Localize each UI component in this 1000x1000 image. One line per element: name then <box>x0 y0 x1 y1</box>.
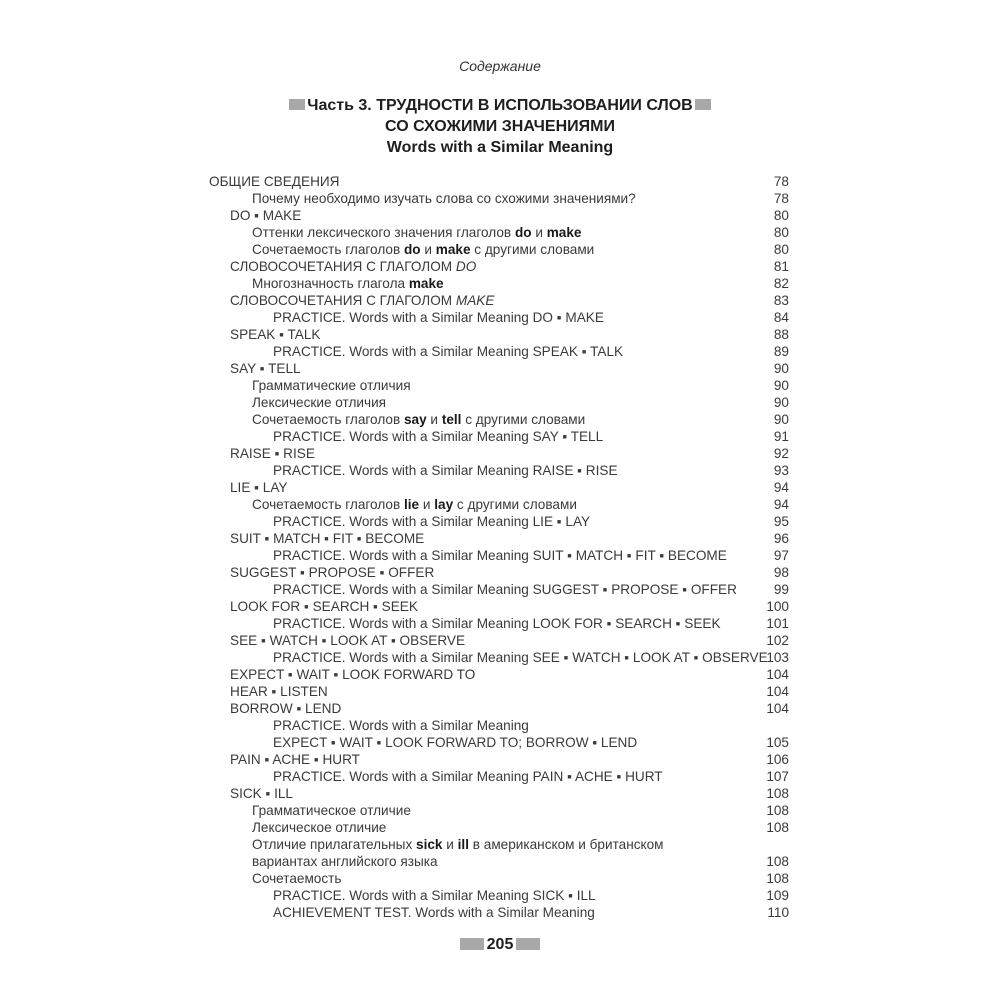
toc-text-part: SUIT ▪ MATCH ▪ FIT ▪ BECOME <box>230 531 425 546</box>
toc-text-part: PRACTICE. Words with a Similar Meaning LIE ▪ LAY <box>273 514 591 529</box>
toc-entry-title <box>209 649 789 666</box>
toc-text-part: и <box>442 837 458 852</box>
toc-entry-line <box>273 717 739 734</box>
toc-entry[interactable] <box>209 428 789 445</box>
toc-entry-page: 105 <box>766 735 789 750</box>
toc-text-part: LOOK FOR ▪ SEARCH ▪ SEEK <box>230 599 418 614</box>
page-number-text: 205 <box>486 936 514 953</box>
toc-entry-title <box>209 241 789 258</box>
toc-text-part: SPEAK ▪ TALK <box>230 327 321 342</box>
toc-entry[interactable] <box>209 683 789 700</box>
toc-entry[interactable] <box>209 207 789 224</box>
toc-text-part: Сочетаемость глаголов <box>252 412 404 427</box>
toc-text-part: MAKE <box>455 293 495 308</box>
toc-entry-page: 108 <box>766 786 789 801</box>
toc-entry[interactable] <box>209 581 789 598</box>
toc-entry-page: 80 <box>773 242 789 257</box>
toc-entry-title <box>209 904 789 921</box>
toc-entry-page: 107 <box>766 769 789 784</box>
toc-entry-title <box>209 292 789 309</box>
toc-text-part: PRACTICE. Words with a Similar Meaning RAISE ▪ RISE <box>273 463 618 478</box>
toc-entry-page: 101 <box>766 616 789 631</box>
toc-entry[interactable] <box>209 751 789 768</box>
toc-entry-page: 99 <box>773 582 789 597</box>
toc-entry-page: 78 <box>773 191 789 206</box>
toc-keyword: sick <box>416 837 443 852</box>
toc-entry-title <box>209 309 789 326</box>
toc-text-part: PRACTICE. Words with a Similar Meaning SUIT ▪ MATCH ▪ FIT ▪ BECOME <box>273 548 727 563</box>
toc-text-part: PRACTICE. Words with a Similar Meaning SAY ▪ TELL <box>273 429 604 444</box>
toc-keyword: lie <box>403 497 420 512</box>
toc-text-part: и <box>531 225 547 240</box>
toc-text-part: с другими словами <box>461 412 586 427</box>
toc-entry-title <box>209 377 789 394</box>
toc-text-part: SUGGEST ▪ PROPOSE ▪ OFFER <box>230 565 435 580</box>
toc-entry[interactable] <box>209 292 789 309</box>
toc-text-part: Сочетаемость <box>252 871 342 886</box>
toc-entry-page: 90 <box>773 361 789 376</box>
toc-entry[interactable] <box>209 479 789 496</box>
toc-entry-page: 91 <box>773 429 789 444</box>
toc-entry-page: 106 <box>766 752 789 767</box>
toc-entry-page: 96 <box>773 531 789 546</box>
toc-text-part: PAIN ▪ ACHE ▪ HURT <box>230 752 360 767</box>
toc-entry-page: 95 <box>773 514 789 529</box>
toc-entry[interactable] <box>209 513 789 530</box>
toc-entry-title <box>209 887 789 904</box>
toc-text-part: и <box>420 242 436 257</box>
toc-entry[interactable] <box>209 377 789 394</box>
running-header: Содержание <box>459 58 541 74</box>
toc-entry-line <box>273 734 739 751</box>
toc-text-part: PRACTICE. Words with a Similar Meaning DO ▪ MAKE <box>273 310 604 325</box>
part-title <box>0 95 1000 158</box>
toc-entry-page: 90 <box>773 378 789 393</box>
toc-entry-page: 109 <box>766 888 789 903</box>
toc-entry-page: 108 <box>766 820 789 835</box>
part-title-line-2: СО СХОЖИМИ ЗНАЧЕНИЯМИ <box>385 118 615 135</box>
toc-entry[interactable] <box>209 547 789 564</box>
toc-entry-title <box>209 224 789 241</box>
toc-entry-page: 80 <box>773 225 789 240</box>
toc-text-part: PRACTICE. Words with a Similar Meaning SICK ▪ ILL <box>273 888 596 903</box>
toc-keyword: tell <box>441 412 462 427</box>
toc-entry-title <box>209 768 789 785</box>
toc-entry[interactable] <box>209 836 789 870</box>
toc-text-part: PRACTICE. Words with a Similar Meaning SUGGEST ▪ PROPOSE ▪ OFFER <box>273 582 737 597</box>
toc-text-part: Почему необходимо изучать слова со схожими значениями? <box>252 191 636 206</box>
toc-entry-title <box>209 598 789 615</box>
toc-entry[interactable] <box>209 411 789 428</box>
toc-entry-title <box>209 785 789 802</box>
toc-keyword: make <box>546 225 582 240</box>
toc-text-part: EXPECT ▪ WAIT ▪ LOOK FORWARD TO <box>230 667 476 682</box>
toc-entry[interactable] <box>209 632 789 649</box>
toc-entry[interactable] <box>209 700 789 717</box>
toc-text-part: PRACTICE. Words with a Similar Meaning <box>273 718 529 733</box>
toc-entry-line <box>252 853 739 870</box>
page-number <box>0 936 1000 954</box>
toc-entry-page: 94 <box>773 480 789 495</box>
part-title-text-1: Часть 3. ТРУДНОСТИ В ИСПОЛЬЗОВАНИИ СЛОВ <box>307 97 693 114</box>
toc-entry-title <box>209 462 789 479</box>
part-subtitle: Words with a Similar Meaning <box>386 139 614 156</box>
toc-entry-title <box>209 275 789 292</box>
toc-entry-title <box>209 615 789 632</box>
toc-entry[interactable] <box>209 343 789 360</box>
toc-text-part: Лексическое отличие <box>252 820 387 835</box>
toc-entry-page: 100 <box>766 599 789 614</box>
toc-entry[interactable] <box>209 598 789 615</box>
toc-entry-title <box>209 802 789 819</box>
toc-entry-title <box>209 547 789 564</box>
toc-entry-title <box>209 360 789 377</box>
toc-entry[interactable] <box>209 309 789 326</box>
toc-entry[interactable] <box>209 173 789 190</box>
toc-entry-page: 103 <box>766 650 789 665</box>
table-of-contents <box>209 173 789 921</box>
toc-entry-page: 108 <box>766 854 789 869</box>
toc-text-part: Оттенки лексического значения глаголов <box>252 225 515 240</box>
toc-text-part: HEAR ▪ LISTEN <box>230 684 328 699</box>
toc-text-part: RAISE ▪ RISE <box>230 446 315 461</box>
toc-entry-page: 108 <box>766 803 789 818</box>
toc-entry-page: 83 <box>773 293 789 308</box>
toc-entry-title <box>209 530 789 547</box>
toc-entry[interactable] <box>209 887 789 904</box>
toc-text-part: и <box>419 497 435 512</box>
toc-entry[interactable] <box>209 768 789 785</box>
toc-entry-page: 80 <box>773 208 789 223</box>
toc-entry-page: 89 <box>773 344 789 359</box>
toc-text-part: Грамматическое отличие <box>252 803 411 818</box>
toc-text-part: ОБЩИЕ СВЕДЕНИЯ <box>209 174 340 189</box>
toc-entry-title <box>209 326 789 343</box>
toc-text-part: с другими словами <box>470 242 595 257</box>
toc-entry-page: 92 <box>773 446 789 461</box>
toc-entry-title <box>209 207 789 224</box>
toc-entry[interactable] <box>209 360 789 377</box>
toc-entry-page: 104 <box>766 684 789 699</box>
toc-text-part: PRACTICE. Words with a Similar Meaning SEE ▪ WATCH ▪ LOOK AT ▪ OBSERVE <box>273 650 768 665</box>
part-title-line-1 <box>0 95 1000 116</box>
toc-text-part: СЛОВОСОЧЕТАНИЯ С ГЛАГОЛОМ <box>230 293 456 308</box>
toc-text-part: с другими словами <box>453 497 577 512</box>
toc-entry-title <box>209 513 789 530</box>
toc-entry-page: 102 <box>766 633 789 648</box>
toc-text-part: вариантах английского языка <box>252 854 438 869</box>
toc-keyword: make <box>408 276 444 291</box>
toc-entry-title <box>209 717 789 751</box>
toc-entry[interactable] <box>209 904 789 921</box>
toc-entry[interactable] <box>209 564 789 581</box>
toc-keyword: say <box>403 412 427 427</box>
toc-entry[interactable] <box>209 819 789 836</box>
toc-entry-title <box>209 479 789 496</box>
toc-entry-page: 98 <box>773 565 789 580</box>
toc-entry-title <box>209 700 789 717</box>
toc-entry-title <box>209 632 789 649</box>
toc-entry-title <box>209 581 789 598</box>
toc-entry[interactable] <box>209 496 789 513</box>
toc-text-part: Грамматические отличия <box>252 378 411 393</box>
toc-keyword: ill <box>457 837 469 852</box>
toc-text-part: EXPECT ▪ WAIT ▪ LOOK FORWARD TO; BORROW ▪ LEND <box>273 735 638 750</box>
toc-entry[interactable] <box>209 870 789 887</box>
toc-entry[interactable] <box>209 326 789 343</box>
toc-keyword: make <box>435 242 471 257</box>
toc-text-part: в американском и британском <box>468 837 664 852</box>
toc-entry[interactable] <box>209 785 789 802</box>
toc-entry-page: 78 <box>773 174 789 189</box>
toc-text-part: SEE ▪ WATCH ▪ LOOK AT ▪ OBSERVE <box>230 633 466 648</box>
toc-entry-page: 94 <box>773 497 789 512</box>
toc-entry-title <box>209 394 789 411</box>
toc-entry-title <box>209 819 789 836</box>
toc-keyword: lay <box>434 497 454 512</box>
toc-entry[interactable] <box>209 462 789 479</box>
toc-entry[interactable] <box>209 649 789 666</box>
toc-entry-page: 88 <box>773 327 789 342</box>
toc-entry-page: 81 <box>773 259 789 274</box>
toc-entry[interactable] <box>209 717 789 751</box>
toc-entry-page: 104 <box>766 667 789 682</box>
toc-entry[interactable] <box>209 615 789 632</box>
toc-text-part: PRACTICE. Words with a Similar Meaning LOOK FOR ▪ SEARCH ▪ SEEK <box>273 616 721 631</box>
toc-entry-page: 82 <box>773 276 789 291</box>
toc-text-part: Отличие прилагательных <box>252 837 417 852</box>
toc-entry-page: 90 <box>773 412 789 427</box>
toc-entry-title <box>209 751 789 768</box>
toc-entry-line <box>252 836 739 853</box>
toc-entry-title <box>209 836 789 870</box>
toc-text-part: DO <box>455 259 477 274</box>
toc-entry-page: 110 <box>767 905 789 920</box>
toc-entry-title <box>209 445 789 462</box>
toc-text-part: DO ▪ MAKE <box>230 208 302 223</box>
toc-entry[interactable] <box>209 445 789 462</box>
gray-bar-icon <box>289 99 305 110</box>
toc-entry-page: 84 <box>773 310 789 325</box>
toc-entry-page: 104 <box>766 701 789 716</box>
gray-bar-icon <box>695 99 711 110</box>
toc-entry-page: 93 <box>773 463 789 478</box>
toc-entry-title <box>209 173 789 190</box>
toc-text-part: Многозначность глагола <box>252 276 409 291</box>
toc-entry-title <box>209 666 789 683</box>
toc-entry-title <box>209 683 789 700</box>
toc-text-part: СЛОВОСОЧЕТАНИЯ С ГЛАГОЛОМ <box>230 259 456 274</box>
toc-entry-page: 97 <box>773 548 789 563</box>
toc-keyword: do <box>514 225 532 240</box>
toc-text-part: PRACTICE. Words with a Similar Meaning PAIN ▪ ACHE ▪ HURT <box>273 769 663 784</box>
toc-entry-page: 90 <box>773 395 789 410</box>
toc-entry-title <box>209 411 789 428</box>
toc-entry-title <box>209 190 789 207</box>
toc-text-part: Сочетаемость глаголов <box>252 242 404 257</box>
toc-entry-title <box>209 428 789 445</box>
toc-entry-title <box>209 870 789 887</box>
toc-text-part: Сочетаемость глаголов <box>252 497 404 512</box>
toc-text-part: LIE ▪ LAY <box>230 480 288 495</box>
toc-keyword: do <box>403 242 421 257</box>
toc-entry[interactable] <box>209 666 789 683</box>
toc-entry-title <box>209 496 789 513</box>
toc-entry-title <box>209 343 789 360</box>
toc-entry[interactable] <box>209 530 789 547</box>
toc-entry[interactable] <box>209 394 789 411</box>
toc-entry-page: 108 <box>766 871 789 886</box>
toc-text-part: ACHIEVEMENT TEST. Words with a Similar Meaning <box>273 905 595 920</box>
toc-entry[interactable] <box>209 802 789 819</box>
toc-text-part: PRACTICE. Words with a Similar Meaning SPEAK ▪ TALK <box>273 344 624 359</box>
toc-entry[interactable] <box>209 190 789 207</box>
toc-entry[interactable] <box>209 241 789 258</box>
gray-bar-icon <box>516 938 540 950</box>
toc-text-part: и <box>426 412 442 427</box>
toc-entry-title <box>209 564 789 581</box>
gray-bar-icon <box>460 938 484 950</box>
toc-entry[interactable] <box>209 224 789 241</box>
toc-entry[interactable] <box>209 275 789 292</box>
toc-entry[interactable] <box>209 258 789 275</box>
toc-text-part: SICK ▪ ILL <box>230 786 293 801</box>
toc-text-part: SAY ▪ TELL <box>230 361 301 376</box>
toc-text-part: Лексические отличия <box>252 395 387 410</box>
toc-entry-title <box>209 258 789 275</box>
toc-text-part: BORROW ▪ LEND <box>230 701 342 716</box>
